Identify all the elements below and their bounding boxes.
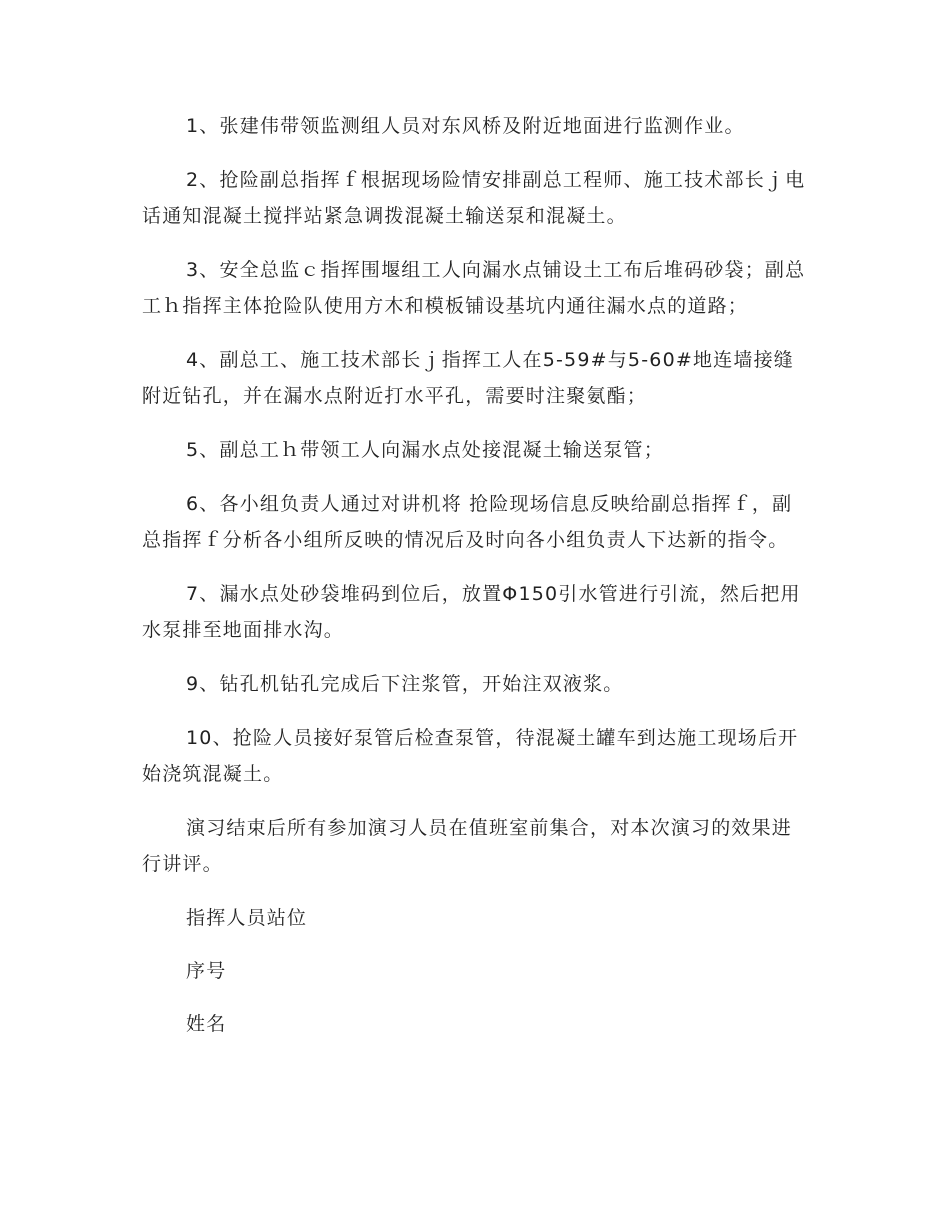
paragraph-step-7: 7、漏水点处砂袋堆码到位后，放置Φ150引水管进行引流，然后把用水泵排至地面排水沟。	[142, 583, 801, 641]
document-body	[142, 108, 810, 1059]
paragraph-step-1: 1、张建伟带领监测组人员对东风桥及附近地面进行监测作业。	[186, 115, 745, 137]
table-header-serial-number: 序号	[186, 960, 227, 982]
paragraph-step-2: 2、抢险副总指挥ｆ根据现场险情安排副总工程师、施工技术部长ｊ电话通知混凝土搅拌站紧急调拨混凝土输送泵和混凝土。	[142, 169, 806, 227]
paragraph-step-3: 3、安全总监ｃ指挥围堰组工人向漏水点铺设土工布后堆码砂袋；副总工ｈ指挥主体抢险队使用方木和模板铺设基坑内通往漏水点的道路；	[142, 259, 806, 317]
paragraph-step-10: 10、抢险人员接好泵管后检查泵管，待混凝土罐车到达施工现场后开始浇筑混凝土。	[142, 727, 799, 785]
section-heading-command-positions: 指挥人员站位	[186, 907, 308, 929]
table-header-name: 姓名	[186, 1013, 227, 1035]
paragraph-step-4: 4、副总工、施工技术部长ｊ指挥工人在5-59#与5-60#地连墙接缝附近钻孔，并在漏水点附近打水平孔，需要时注聚氨酯；	[142, 349, 794, 407]
paragraph-step-5: 5、副总工ｈ带领工人向漏水点处接混凝土输送泵管；	[186, 439, 664, 461]
paragraph-conclusion: 演习结束后所有参加演习人员在值班室前集合，对本次演习的效果进行讲评。	[142, 817, 793, 875]
paragraph-step-6: 6、各小组负责人通过对讲机将 抢险现场信息反映给副总指挥ｆ，副总指挥ｆ分析各小组所反映的情况后及时向各小组负责人下达新的指令。	[142, 493, 793, 551]
paragraph-step-9: 9、钻孔机钻孔完成后下注浆管，开始注双液浆。	[186, 673, 624, 695]
